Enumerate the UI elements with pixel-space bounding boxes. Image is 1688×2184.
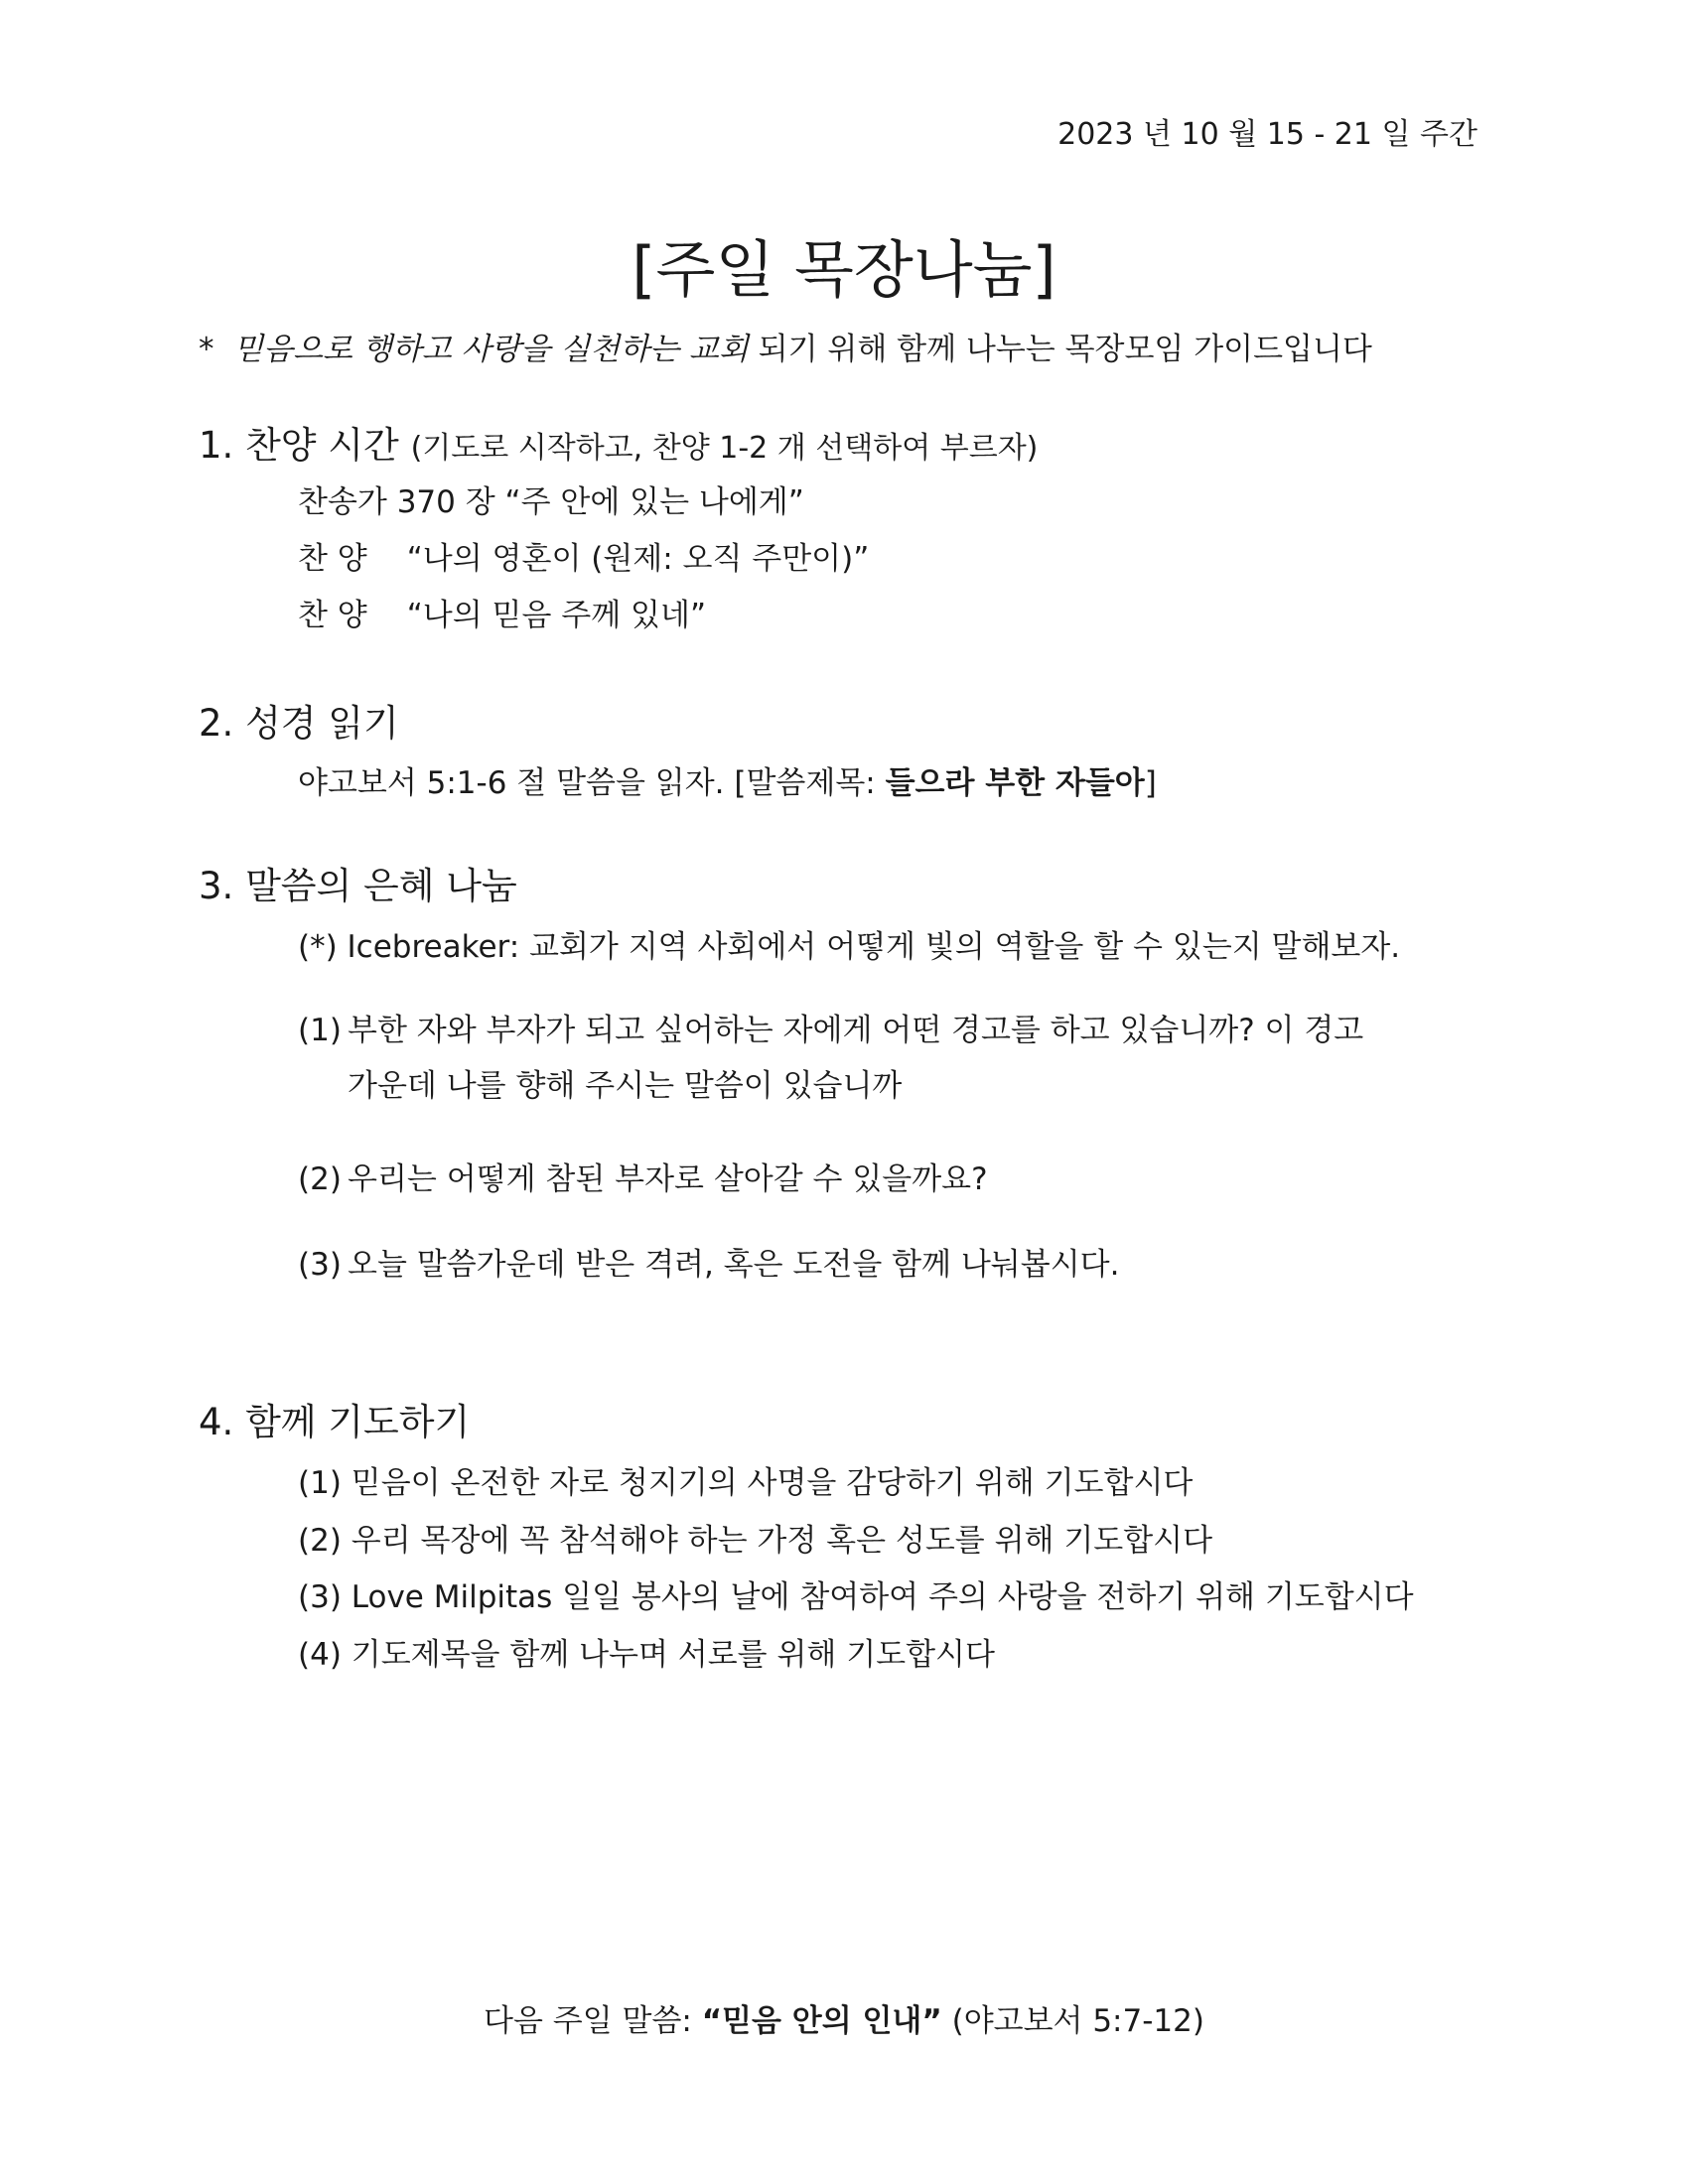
question-number: (2): [298, 1161, 342, 1197]
week-date: 2023 년 10 월 15 - 21 일 주간: [1057, 117, 1477, 152]
praise-song-1: [298, 533, 869, 578]
icebreaker: (*) Icebreaker: 교회가 지역 사회에서 어떻게 빛의 역할을 할 수 있는지 말해보자.: [298, 929, 1401, 965]
intro-bullet: *: [199, 332, 214, 367]
section-praise-note: (기도로 시작하고, 찬양 1-2 개 선택하여 부르자): [410, 431, 1039, 466]
question-text: 우리는 어떻게 참된 부자로 살아갈 수 있을까요?: [348, 1161, 988, 1197]
praise-song-title: “나의 영혼이 (원제: 오직 주만이)”: [406, 541, 870, 577]
page-title: [주일 목장나눔]: [632, 233, 1056, 306]
prayer-item: (4) 기도제목을 함께 나누며 서로를 위해 기도합시다: [298, 1637, 995, 1673]
question-number: (3): [298, 1247, 342, 1283]
bible-reading-close: ]: [1144, 765, 1157, 801]
question-text: 오늘 말씀가운데 받은 격려, 혹은 도전을 함께 나눠봅시다.: [348, 1247, 1120, 1283]
section-praise-heading: [199, 415, 1038, 469]
question-3: [298, 1237, 1450, 1293]
question-number: (1): [298, 1013, 342, 1048]
section-praise-title: 1. 찬양 시간: [199, 424, 399, 467]
praise-hymn: 찬송가 370 장 “주 안에 있는 나에게”: [298, 484, 804, 520]
prayer-item: (2) 우리 목장에 꼭 참석해야 하는 가정 혹은 성도를 위해 기도합시다: [298, 1523, 1213, 1559]
praise-song-label: 찬 양: [298, 598, 367, 633]
next-week-sermon: [0, 1995, 1688, 2040]
intro-rest: 되기 위해 함께 나누는 목장모임 가이드입니다: [748, 332, 1372, 367]
question-text: 부한 자와 부자가 되고 싶어하는 자에게 어떤 경고를 하고 있습니까? 이 경고: [348, 1013, 1364, 1048]
prayer-item: (3) Love Milpitas 일일 봉사의 날에 참여하여 주의 사랑을 전하기 위해 기도합시다: [298, 1579, 1414, 1615]
praise-song-label: 찬 양: [298, 541, 367, 577]
section-share-heading: 3. 말씀의 은혜 나눔: [199, 865, 517, 907]
sermon-title: 들으라 부한 자들아: [885, 765, 1145, 801]
next-week-label: 다음 주일 말씀:: [484, 2003, 702, 2039]
question-text-cont: 가운데 나를 향해 주시는 말씀이 있습니까: [348, 1068, 903, 1104]
section-prayer-heading: 4. 함께 기도하기: [199, 1401, 471, 1443]
section-bible-heading: 2. 성경 읽기: [199, 702, 399, 745]
next-week-reference: (야고보서 5:7-12): [941, 2003, 1204, 2039]
intro-church-motto: 믿음으로 행하고 사랑을 실천하는 교회: [233, 332, 749, 367]
question-2: [298, 1152, 1450, 1207]
praise-song-2: [298, 590, 706, 634]
bible-reading-text: 야고보서 5:1-6 절 말씀을 읽자. [말씀제목:: [298, 765, 886, 801]
question-1: [298, 1003, 1450, 1114]
next-week-title: “믿음 안의 인내”: [701, 2003, 942, 2039]
praise-song-title: “나의 믿음 주께 있네”: [406, 598, 706, 633]
bible-reading: [298, 757, 1157, 802]
intro-text: [199, 324, 1372, 368]
prayer-item: (1) 믿음이 온전한 자로 청지기의 사명을 감당하기 위해 기도합시다: [298, 1465, 1194, 1501]
